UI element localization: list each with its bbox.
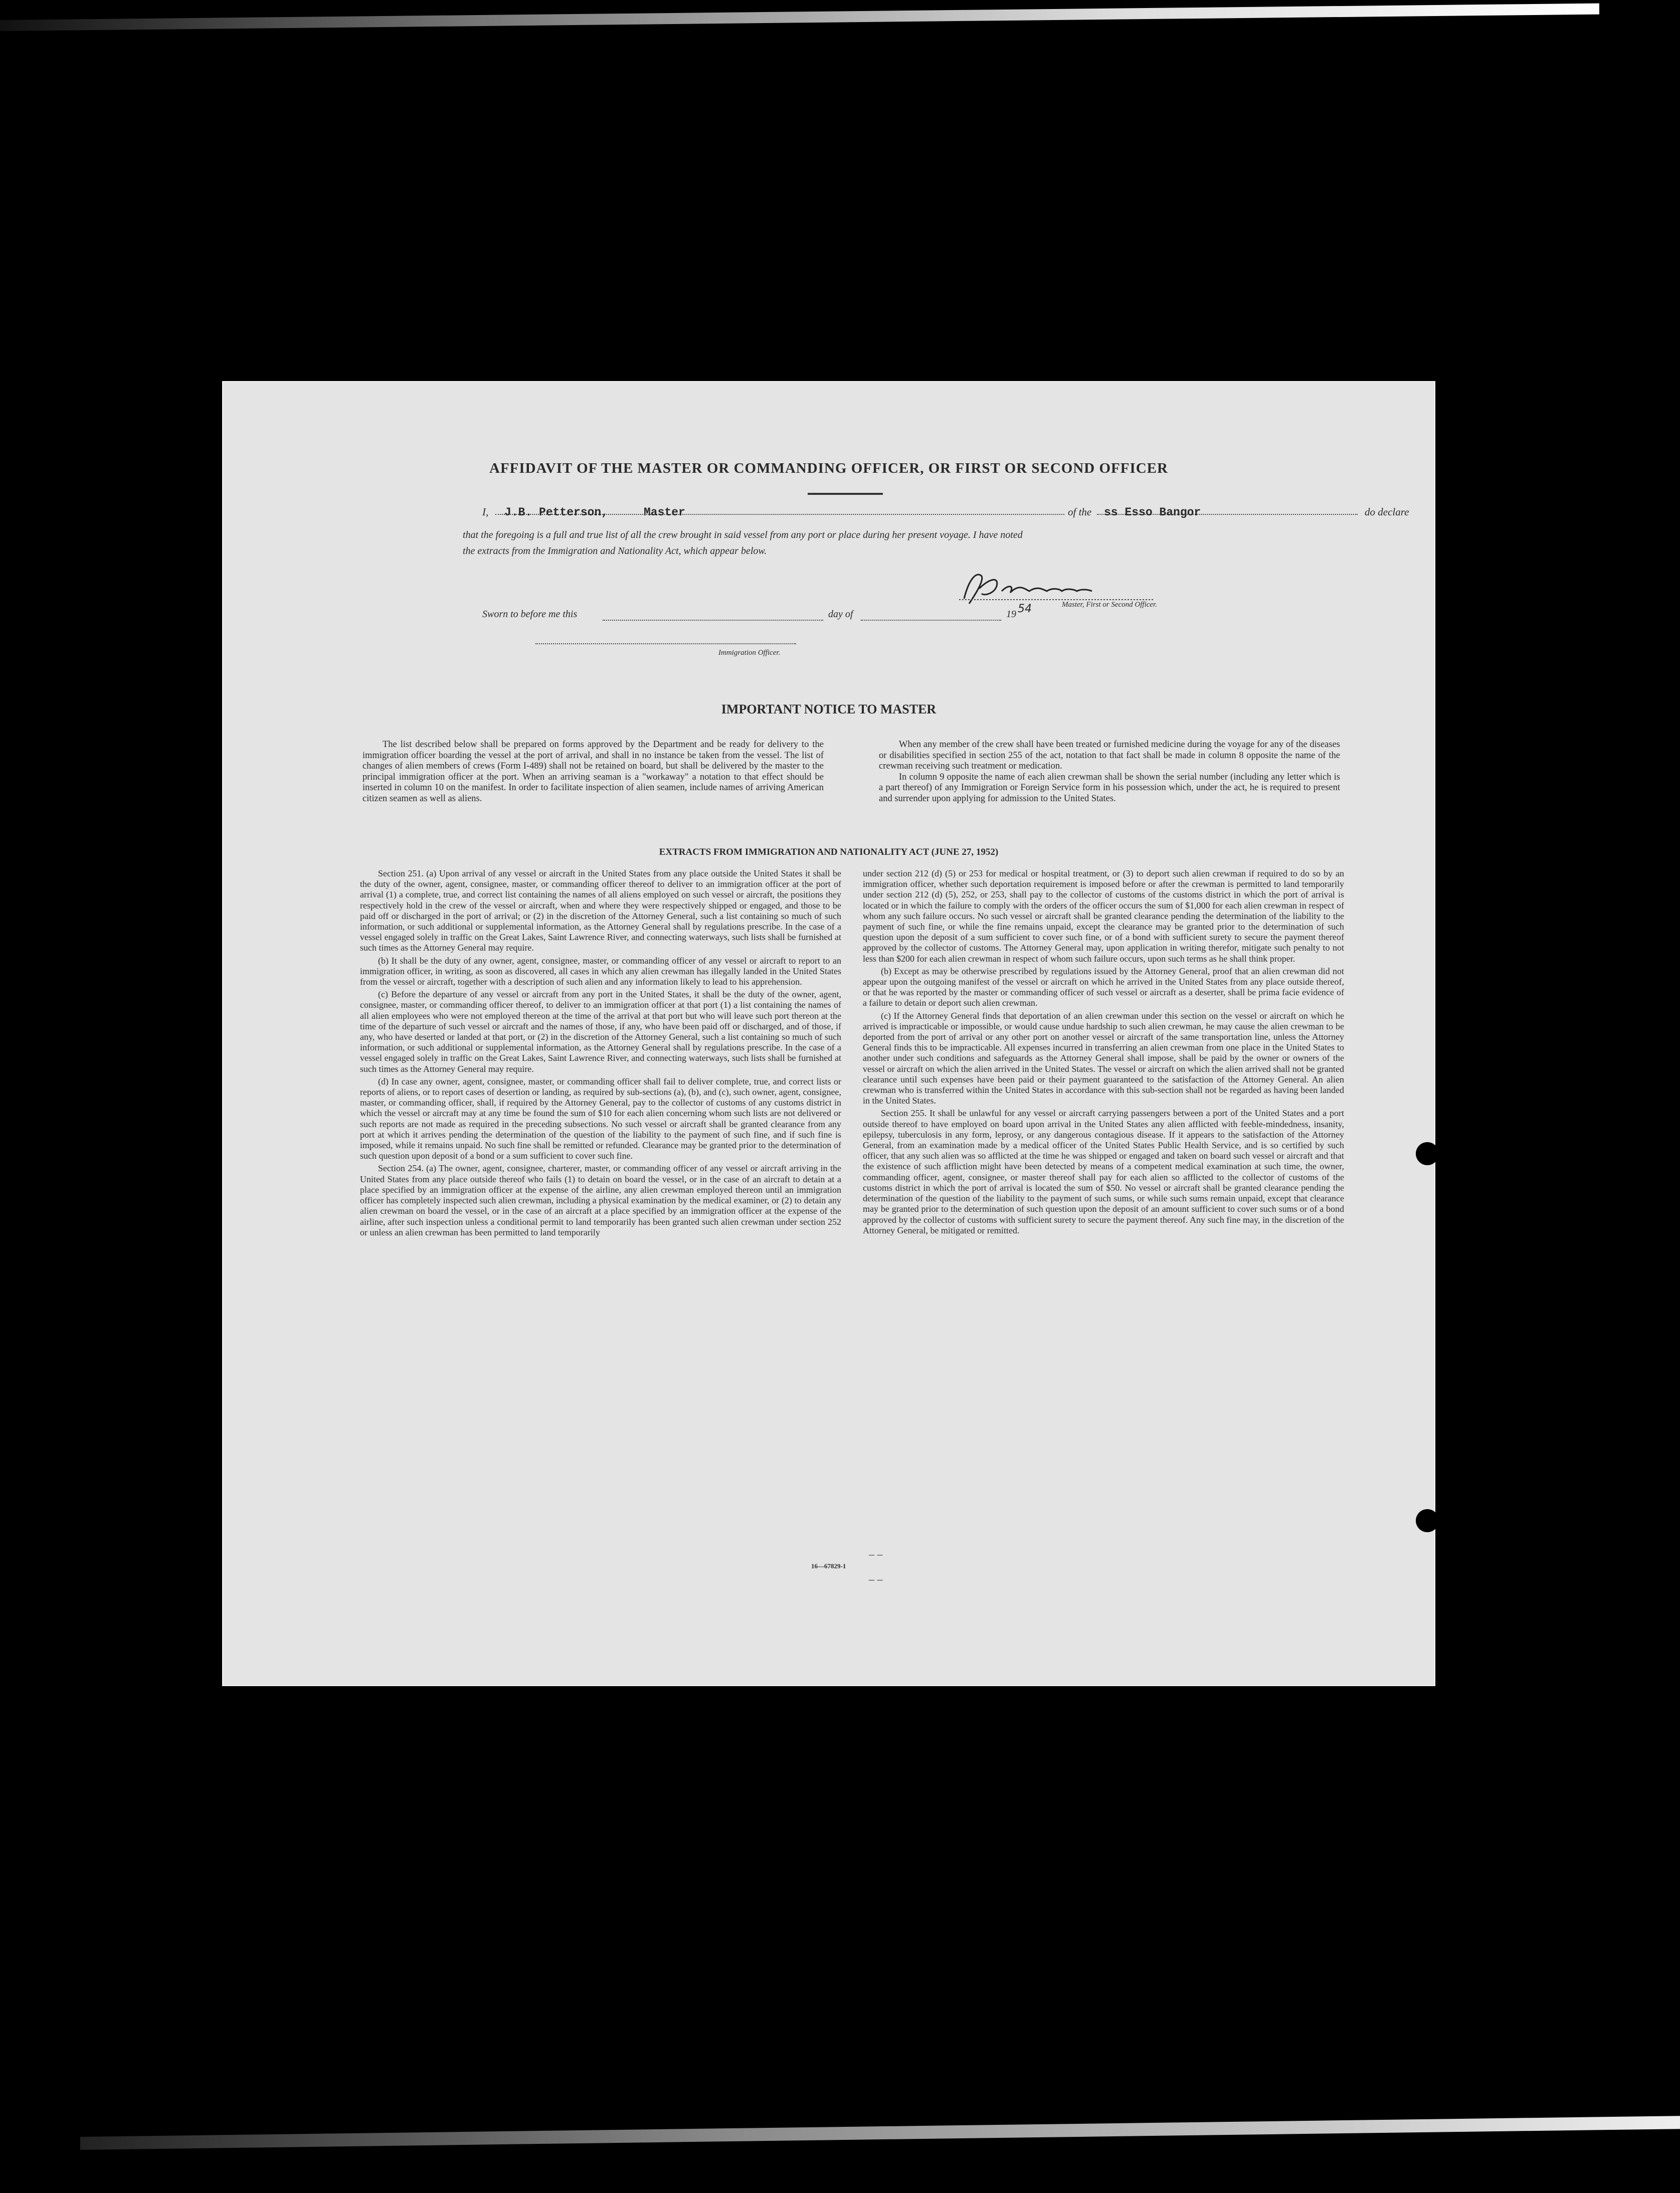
declaration-line — [482, 503, 1409, 520]
year-prefix: 19 — [1006, 609, 1016, 620]
act-paragraph: (c) Before the departure of any vessel or aircraft from any port in the United States, it shall be the duty of the owner, agent, consignee, master, or commanding officer thereof, to deliver to an immigration officer at that port (1) a list containing the names of all alien employees who were not employed thereon at the time of the arrival at that port but who will leave such port thereon at the time of the departure of such vessel or aircraft and the names of those, if any, who have been paid off or discharged, and of those, if any, who have deserted or landed at that port, or (2) in the discretion of the Attorney General, such a list containing so much of such information, or such additional or supplemental information, as the Attorney General shall by regulations prescribe. In the case of a vessel engaged solely in traffic on the Great Lakes, Saint Lawrence River, and connecting waterways, such lists shall be furnished at such times as the Attorney General may require. — [360, 989, 841, 1074]
notice-title: IMPORTANT NOTICE TO MASTER — [721, 702, 937, 716]
affidavit-title: AFFIDAVIT OF THE MASTER OR COMMANDING OFFICER, OR FIRST OR SECOND OFFICER — [489, 460, 1168, 476]
act-paragraph: (b) It shall be the duty of any owner, agent, consignee, master, or commanding officer of any vessel or aircraft to report to an immigration officer, in writing, as soon as discovered, all cases in which any alien crewman has illegally landed in the United States from the vessel or aircraft, together with a description of such alien and any information likely to lead to his apprehension. — [360, 955, 841, 987]
scan-edge-top — [0, 4, 1599, 31]
sworn-label: Sworn to before me this — [482, 609, 578, 620]
vessel-name: ss Esso Bangor — [1104, 506, 1201, 519]
notice-right-column — [879, 740, 1340, 804]
immigration-officer-signature-line — [535, 643, 796, 644]
declaration-line-2: that the foregoing is a full and true list of all the crew brought in said vessel from any port or place during her present voyage. I have noted — [463, 529, 1023, 540]
year-handwritten: 54 — [1018, 603, 1032, 615]
act-paragraph: under section 212 (d) (5) or 253 for medical or hospital treatment, or (3) to deport such alien crewman if required to do so by an immigration officer, whether such deportation requirement is imposed before or after the crewman is permitted to land temporarily under section 212 (d) (5), 252, or 253, shall pay to the collector of customs of the customs district in which the port of arrival is located or in which the failure to comply with the orders of the officer occurs the sum of $1,000 for each alien crewman in respect of whom any such failure occurs. No such vessel or aircraft shall be granted clearance pending the determination of the liability to the payment of such fine, or while the fine remains unpaid, except the clearance may be granted prior to the determination of such question upon the deposit of a sum sufficient to cover such fine, or of a bond with sufficient surety to secure the payment thereof approved by the collector of customs. The Attorney General may, upon application in writing therefor, mitigate such penalty to not less than $200 for each alien crewman in respect of whom such failure occurs, upon such terms as he shall think proper. — [863, 868, 1344, 964]
act-paragraph: Section 255. It shall be unlawful for any vessel or aircraft carrying passengers between a port of the United States and a port outside thereof to have employed on board upon arrival in the United States any alien afflicted with feeble-mindedness, insanity, epilepsy, tuberculosis in any form, leprosy, or any dangerous contagious disease. If it appears to the satisfaction of the Attorney General, from an examination made by a medical officer of the United States Public Health Service, and is so certified by such officer, that any such alien was so afflicted at the time he was shipped or engaged and taken on board such vessel or aircraft and that the existence of such affliction might have been detected by means of a competent medical examination at such time, the owner, commanding officer, agent, consignee, or master thereof shall pay for each alien so afflicted to the collector of customs of the customs district in which the port of arrival is located the sum of $50. No vessel or aircraft shall be granted clearance pending the determination of the question of the liability to the payment of such sums, or while such sums remain unpaid, except that clearance may be granted prior to the determination of such question upon the deposit of an amount sufficient to cover such sums or of a bond approved by the collector of customs with sufficient surety to secure the payment thereof. Any such fine may, in the discretion of the Attorney General, be mitigated or remitted. — [863, 1108, 1344, 1235]
punch-hole — [1416, 1509, 1439, 1532]
of-the-label: of the — [1068, 506, 1092, 518]
notice-paragraph: The list described below shall be prepared on forms approved by the Department and be ready for delivery to the immigration officer boarding the vessel at the port of arrival, and shall in no instance be taken from the vessel. The list of changes of alien members of crews (Form I-489) shall not be retained on board, but shall be delivered by the master to the principal immigration officer at the port. When an arriving seaman is a "workaway" a notation to that effect should be inserted in column 10 on the manifest. In order to facilitate inspection of alien seamen, include names of arriving American citizen seamen as well as aliens. — [362, 740, 824, 804]
declaration-line-3: the extracts from the Immigration and Nationality Act, which appear below. — [463, 545, 767, 557]
scan-artifact-dashes: – – — [869, 1549, 883, 1560]
act-paragraph: (c) If the Attorney General finds that deportation of an alien crewman under this section on the vessel or aircraft on which he arrived is impracticable or impossible, or would cause undue hardship to such alien crewman, he may cause the alien crewman to be deported from the port of arrival or any other port on another vessel or aircraft of the same transportation line, unless the Attorney General finds this to be impracticable. All expenses incurred in transferring an alien crewman from one place in the United States to another under such conditions and safeguards as the Attorney General shall impose, shall be paid by the owner or owners of the vessel or aircraft on which the alien arrived in the United States. The vessel or aircraft on which the alien arrived shall not be granted clearance until such expenses have been paid or their payment guaranteed to the satisfaction of the Attorney General. An alien crewman who is transferred within the United States in accordance with this sub-section shall not be regarded as having been landed in the United States. — [863, 1010, 1344, 1106]
form-code: 16—67829-1 — [811, 1562, 846, 1570]
extracts-title: EXTRACTS FROM IMMIGRATION AND NATIONALITY ACT (JUNE 27, 1952) — [659, 847, 999, 857]
day-of-label: day of — [828, 609, 853, 620]
affidavit-page — [222, 381, 1435, 1686]
punch-hole — [1416, 1142, 1439, 1165]
notice-paragraph: In column 9 opposite the name of each alien crewman shall be shown the serial number (including any letter which is a part thereof) of any Immigration or Foreign Service form in his possession which, under the act, he is required to present and surrender upon applying for admission to the United States. — [879, 772, 1340, 804]
notice-left-column — [362, 740, 824, 804]
immigration-officer-caption: Immigration Officer. — [718, 649, 781, 657]
declaration-prefix: I, — [482, 506, 489, 518]
sworn-month-blank — [861, 609, 1001, 621]
act-right-column — [863, 868, 1344, 1238]
master-rank: Master — [644, 506, 685, 519]
scan-artifact-dashes: – – — [869, 1574, 883, 1585]
title-divider — [808, 493, 883, 495]
sworn-day-blank — [603, 609, 823, 621]
scan-edge-bottom — [80, 2116, 1680, 2150]
signature-caption: Master, First or Second Officer. — [1062, 601, 1157, 609]
notice-paragraph: When any member of the crew shall have been treated or furnished medicine during the voyage for any of the diseases or disabilities specified in section 255 of the act, notation to that fact shall be made in column 8 opposite the name of the crewman receiving such treatment or medication. — [879, 740, 1340, 771]
act-paragraph: Section 251. (a) Upon arrival of any vessel or aircraft in the United States from any place outside the United States it shall be the duty of the owner, agent, consignee, master, or commanding officer thereof to deliver to an immigration officer at the port of arrival (1) a complete, true, and correct list containing the names of all aliens employed on such vessel or aircraft, the positions they respectively hold in the crew of the vessel or aircraft, when and where they were respectively shipped or engaged, and those to be paid off or discharged in the port of arrival; or (2) in the discretion of the Attorney General, such a list containing so much of such information, or such additional or supplemental information, as the Attorney General shall by regulations prescribe. In the case of a vessel engaged solely in traffic on the Great Lakes, Saint Lawrence River, and connecting waterways, such lists shall be furnished at such times as the Attorney General may require. — [360, 868, 841, 953]
act-paragraph: (d) In case any owner, agent, consignee, master, or commanding officer shall fail to deliver complete, true, and correct lists or reports of aliens, or to report cases of desertion or landing, as required by sub-sections (a), (b), and (c), such owner, agent, consignee, master, or commanding officer, shall, if required by the Attorney General, pay to the collector of customs of any customs district in which the vessel or aircraft may at any time be found the sum of $10 for each alien concerning whom such lists are not delivered or such reports are not made as required in the preceding subsections. No such vessel or aircraft shall be granted clearance from any port at which it arrives pending the determination of the question of the liability to the payment of such fine, and if such fine is imposed, while it remains unpaid. No such fine shall be remitted or refunded. Clearance may be granted prior to the determination of such question upon deposit of a bond or a sum sufficient to cover such fine. — [360, 1076, 841, 1161]
master-name: J.B. Petterson, — [504, 506, 609, 519]
act-left-column — [360, 868, 841, 1240]
do-declare-label: do declare — [1365, 506, 1409, 518]
act-paragraph: (b) Except as may be otherwise prescribed by regulations issued by the Attorney General, proof that an alien crewman did not appear upon the outgoing manifest of the vessel or aircraft on which he arrived in the United States from any place outside thereof, or that he was reported by the master or commanding officer of such vessel or aircraft as a deserter, shall be prima facie evidence of a failure to detain or deport such alien crewman. — [863, 966, 1344, 1008]
act-paragraph: Section 254. (a) The owner, agent, consignee, charterer, master, or commanding officer of any vessel or aircraft arriving in the United States from any place outside thereof who fails (1) to detain on board the vessel, or in the case of an aircraft to detain at a place specified by an immigration officer at the expense of the airline, any alien crewman employed thereon until an immigration officer has completely inspected such alien crewman, including a physical examination by the medical examiner, or (2) to detain any alien crewman on board the vessel, or in the case of an aircraft at a place specified by an immigration officer at the expense of the airline, after such inspection unless a conditional permit to land temporarily has been granted such alien crewman under section 252 or unless an alien crewman has been permitted to land temporarily — [360, 1163, 841, 1237]
